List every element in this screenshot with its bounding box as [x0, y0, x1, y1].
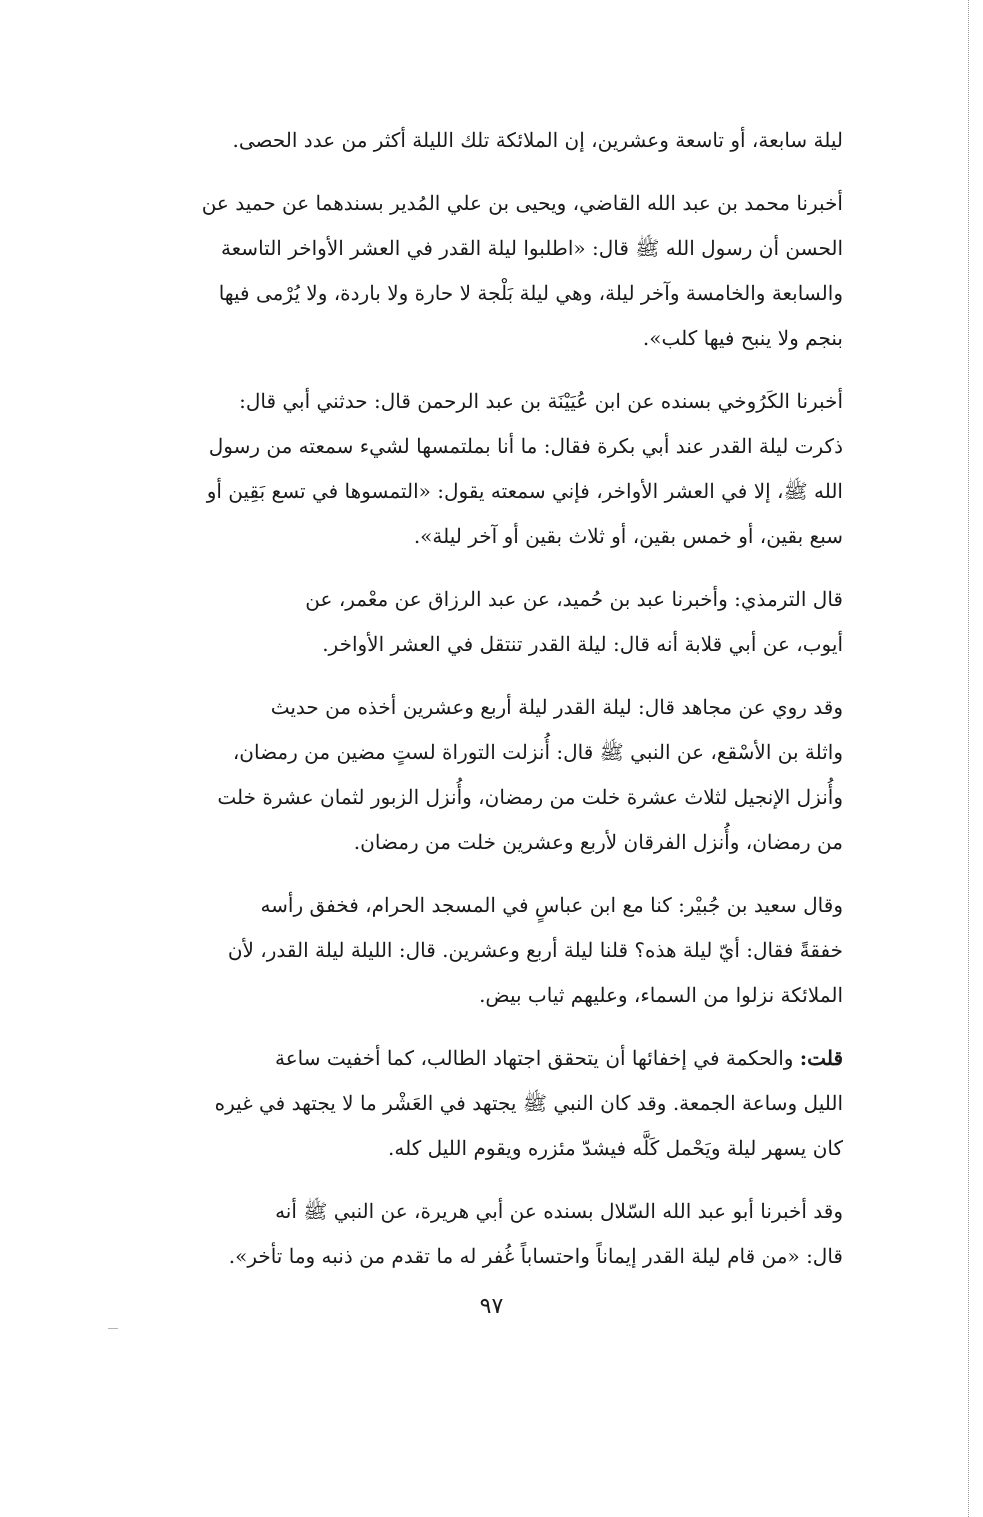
text-line: خفقةً فقال: أيّ ليلة هذه؟ قلنا ليلة أربع وعشرين. قال: الليلة ليلة القدر، لأن — [227, 938, 843, 962]
text-line: أخبرنا الكَرُوخي بسنده عن ابن عُيَيْنَة بن عبد الرحمن قال: حدثني أبي قال: — [239, 389, 843, 413]
paragraph-7 — [158, 1036, 843, 1171]
text-line: كان يسهر ليلة ويَحْمل كَلَّه فيشدّ مئزره ويقوم الليل كله. — [388, 1136, 843, 1160]
paragraph-4 — [158, 577, 843, 667]
text-line: وقد أخبرنا أبو عبد الله السّلال بسنده عن أبي هريرة، عن النبي ﷺ أنه — [275, 1199, 843, 1223]
text-line: أخبرنا محمد بن عبد الله القاضي، ويحيى بن علي المُدير بسندهما عن حميد عن — [201, 191, 843, 215]
text-line: واثلة بن الأسْقع، عن النبي ﷺ قال: أُنزلت التوراة لستٍ مضين من رمضان، — [232, 740, 843, 764]
paragraph-5 — [158, 685, 843, 865]
text-line-with-lead — [158, 1036, 843, 1081]
text-line: من رمضان، وأُنزل الفرقان لأربع وعشرين خلت من رمضان. — [353, 830, 843, 854]
paragraph-2 — [158, 181, 843, 361]
page-number: ٩٧ — [479, 1294, 504, 1319]
paragraph-6 — [158, 883, 843, 1018]
paragraph-8 — [158, 1189, 843, 1279]
text-line: أيوب، عن أبي قلابة أنه قال: ليلة القدر تنتقل في العشر الأواخر. — [322, 632, 843, 656]
margin-mark — [108, 1328, 118, 1329]
text-line: والسابعة والخامسة وآخر ليلة، وهي ليلة بَلْجة لا حارة ولا باردة، ولا يُرْمى فيها — [218, 281, 843, 305]
text-line: الملائكة نزلوا من السماء، وعليهم ثياب بيض. — [479, 983, 843, 1007]
text-line: سبع بقين، أو خمس بقين، أو ثلاث بقين أو آخر ليلة». — [413, 524, 843, 548]
text-line-rest: والحكمة في إخفائها أن يتحقق اجتهاد الطالب، كما أخفيت ساعة — [274, 1046, 800, 1070]
text-line: ذكرت ليلة القدر عند أبي بكرة فقال: ما أنا بملتمسها لشيء سمعته من رسول — [208, 434, 843, 458]
text-line: قال الترمذي: وأخبرنا عبد بن حُميد، عن عبد الرزاق عن معْمر، عن — [305, 587, 843, 611]
text-line: الليل وساعة الجمعة. وقد كان النبي ﷺ يجتهد في العَشْر ما لا يجتهد في غيره — [214, 1091, 843, 1115]
paragraph-3 — [158, 379, 843, 559]
text-line: بنجم ولا ينبح فيها كلب». — [642, 326, 843, 350]
text-line: الله ﷺ، إلا في العشر الأواخر، فإني سمعته يقول: «التمسوها في تسع بَقِين أو — [206, 479, 843, 503]
text-line: قال: «من قام ليلة القدر إيماناً واحتساباً غُفر له ما تقدم من ذنبه وما تأخر». — [228, 1244, 843, 1268]
text-line: وقد روي عن مجاهد قال: ليلة القدر ليلة أربع وعشرين أخذه من حديث — [270, 695, 843, 719]
text-line: الحسن أن رسول الله ﷺ قال: «اطلبوا ليلة القدر في العشر الأواخر التاسعة — [220, 236, 843, 260]
page-body — [158, 118, 843, 1297]
text-line: وأُنزل الإنجيل لثلاث عشرة خلت من رمضان، وأُنزل الزبور لثمان عشرة خلت — [217, 785, 843, 809]
lead-word: قلت: — [799, 1046, 843, 1070]
text-line: وقال سعيد بن جُبيْر: كنا مع ابن عباسٍ في المسجد الحرام، فخفق رأسه — [260, 893, 843, 917]
scan-edge-dotted-line — [968, 0, 969, 1517]
paragraph-1 — [158, 118, 843, 163]
text-line: ليلة سابعة، أو تاسعة وعشرين، إن الملائكة تلك الليلة أكثر من عدد الحصى. — [232, 128, 843, 152]
